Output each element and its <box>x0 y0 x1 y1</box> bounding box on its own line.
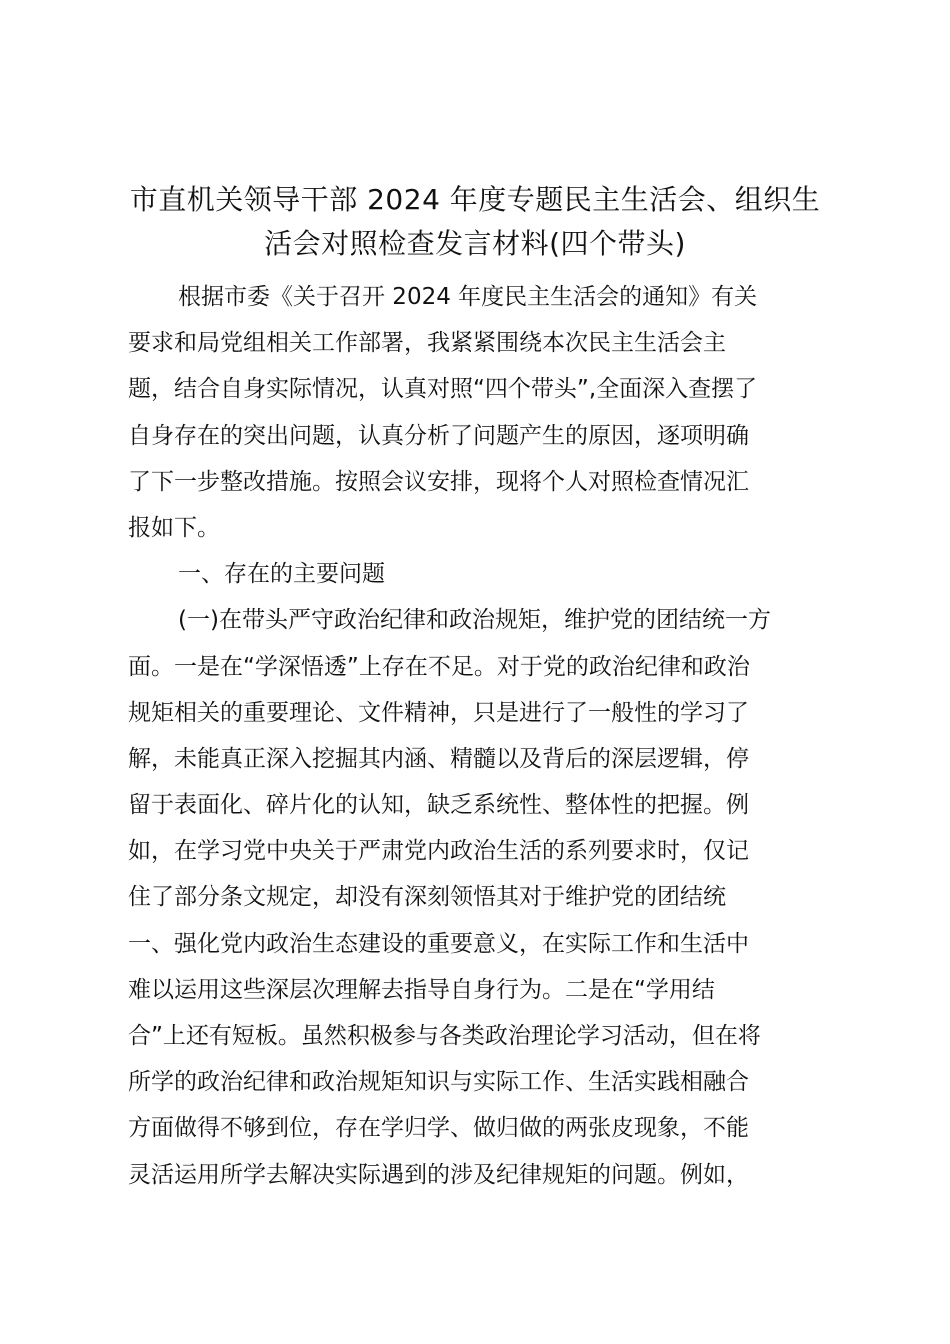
body-line: 规矩相关的重要理论、文件精神，只是进行了一般性的学习了 <box>128 699 749 726</box>
title-line-1: 市直机关领导干部 2024 年度专题民主生活会、组织生 <box>129 183 821 216</box>
body-line: 了下一步整改措施。按照会议安排，现将个人对照检查情况汇 <box>128 468 749 495</box>
body-line: 所学的政治纪律和政治规矩知识与实际工作、生活实践相融合 <box>128 1069 749 1096</box>
body-line: 住了部分条文规定，却没有深刻领悟其对于维护党的团结统 <box>128 884 726 911</box>
body-line: 题，结合自身实际情况，认真对照“四个带头”,全面深入查摆了 <box>128 376 758 403</box>
body-line: 一、强化党内政治生态建设的重要意义，在实际工作和生活中 <box>128 930 749 957</box>
body-line: 如，在学习党中央关于严肃党内政治生活的系列要求时，仅记 <box>128 838 749 865</box>
body-line: (一)在带头严守政治纪律和政治规矩，维护党的团结统一方 <box>178 607 771 634</box>
title-line-2: 活会对照检查发言材料(四个带头) <box>264 227 686 260</box>
body-line: 灵活运用所学去解决实际遇到的涉及纪律规矩的问题。例如， <box>128 1161 749 1188</box>
body-line: 解，未能真正深入挖掘其内涵、精髓以及背后的深层逻辑，停 <box>128 745 749 772</box>
body-line: 要求和局党组相关工作部署，我紧紧围绕本次民主生活会主 <box>128 330 726 357</box>
body-line: 根据市委《关于召开 2024 年度民主生活会的通知》有关 <box>178 284 758 310</box>
body-line: 合”上还有短板。虽然积极参与各类政治理论学习活动，但在将 <box>128 1023 761 1049</box>
body-line: 留于表面化、碎片化的认知，缺乏系统性、整体性的把握。例 <box>128 792 749 819</box>
body-line: 自身存在的突出问题，认真分析了问题产生的原因，逐项明确 <box>128 422 749 449</box>
document-body <box>128 274 828 1198</box>
section-heading: 一、存在的主要问题 <box>178 561 385 588</box>
body-line: 难以运用这些深层次理解去指导自身行为。二是在“学用结 <box>128 976 715 1003</box>
body-line: 方面做得不够到位，存在学归学、做归做的两张皮现象，不能 <box>128 1115 749 1142</box>
document-title <box>110 178 840 266</box>
body-line: 报如下。 <box>128 514 220 541</box>
body-line: 面。一是在“学深悟透”上存在不足。对于党的政治纪律和政治 <box>128 653 750 680</box>
